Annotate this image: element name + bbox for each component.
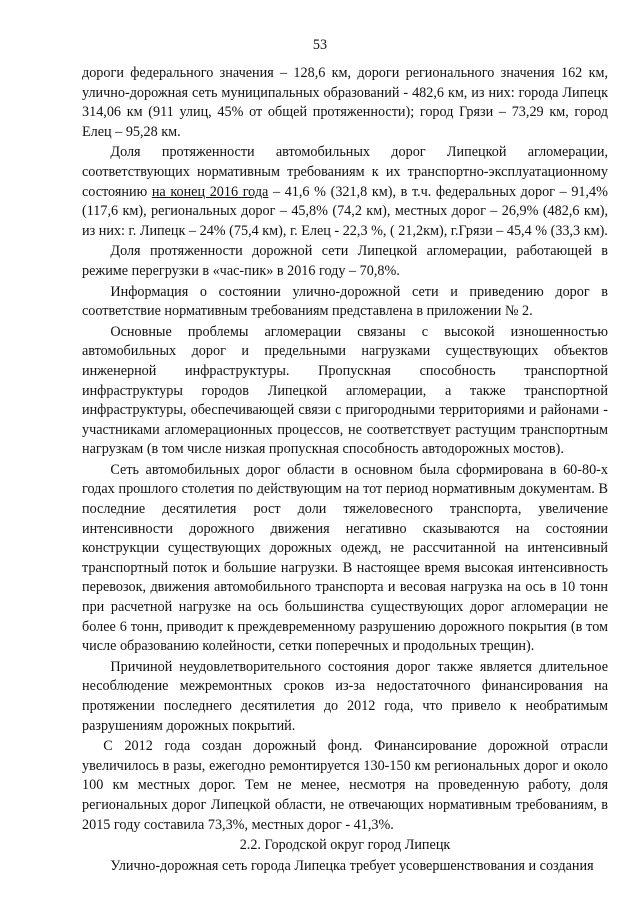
paragraph-normative-share [82,143,608,241]
paragraph-normative-share-after: – 41,6 % (321,8 км), в т.ч. федеральных дорог – 91,4% (117,6 км), региональных дорог – 45,8% (74,2 км), местных дорог – 26,9% (482,6 км), из них: г. Липецк – 24% (75,4 км), г. Елец - 22,3 %, ( 21,2км), г.Грязи – 45,4 % (33,3 км). [82,183,608,239]
paragraph-network-history: Сеть автомобильных дорог области в основном была сформирована в 60-80-х годах прошлого столетия по действующим на тот период нормативным документам. В последние десятилетия рост доли тяжеловесного транспорта, увеличение интенсивности дорожного движения негативно сказываются на состоянии конструкции существующих дорожных одежд, не рассчитанной на интенсивный транспортный поток и большие нагрузки. В настоящее время высокая интенсивность перевозок, движения автомобильного транспорта и весовая нагрузка на ось в 10 тонн при расчетной нагрузке на ось большинства существующих дорог агломерации не более 6 тонн, приводит к преждевременному разрушению дорожного покрытия (в том числе образованию колейности, сетки поперечных и продольных трещин). [82,461,608,655]
paragraph-road-fund: С 2012 года создан дорожный фонд. Финансирование дорожной отрасли увеличилось в разы, ежегодно ремонтируется 130-150 км региональных дорог и около 100 км местных дорог. Тем не менее, несмотря на проведенную работу, доля региональных дорог Липецкой области, не отвечающих нормативным требованиям, в 2015 году составила 73,3%, местных дорог - 41,3%. [82,738,608,833]
paragraph-maintenance-cause: Причиной неудовлетворительного состояния дорог также является длительное несоблюдение межремонтных сроков из-за недостаточного финансирования на протяжении последнего десятилетия до 2012 года, что привело к необратимым разрушениям дорожных покрытий. [82,658,608,734]
document-body [82,64,608,876]
underlined-date-phrase: на конец 2016 года [151,183,269,200]
paragraph-peak-overload: Доля протяженности дорожной сети Липецкой агломерации, работающей в режиме перегрузки в «час-пик» в 2016 году – 70,8%. [82,243,608,279]
paragraph-appendix-reference: Информация о состоянии улично-дорожной сети и приведению дорог в соответствие нормативным требованиям представлена в приложении № 2. [82,283,608,320]
paragraph-road-network-length: дороги федерального значения – 128,6 км, дороги регионального значения 162 км, улично-дорожная сеть муниципальных образований - 482,6 км, из них: города Липецк 314,06 км (911 улиц, 45% от общей протяженности); город Грязи – 73,29 км, город Елец – 95,28 км. [82,65,608,140]
page-number: 53 [312,37,328,53]
paragraph-normative-share-before: Доля протяженности автомобильных дорог Липецкой агломерации, соответствующих нормативным требованиям к их транспортно-эксплуатационному состоянию [82,144,608,200]
paragraph-main-problems: Основные проблемы агломерации связаны с высокой изношенностью автомобильных дорог и предельными нагрузками существующих объектов инженерной инфраструктуры. Пропускная способность транспортной инфраструктуры городов Липецкой агломерации, а также транспортной инфраструктуры, обеспечивающей связи с пригородными территориями и районами - участниками агломерационных процессов, не соответствует растущим транспортным нагрузкам (в том числе низкая пропускная способность автодорожных мостов). [82,323,608,458]
section-heading: 2.2. Городской округ город Липецк [239,837,451,854]
paragraph-lipetsk-network: Улично-дорожная сеть города Липецка требует усовершенствования и создания [110,857,594,874]
